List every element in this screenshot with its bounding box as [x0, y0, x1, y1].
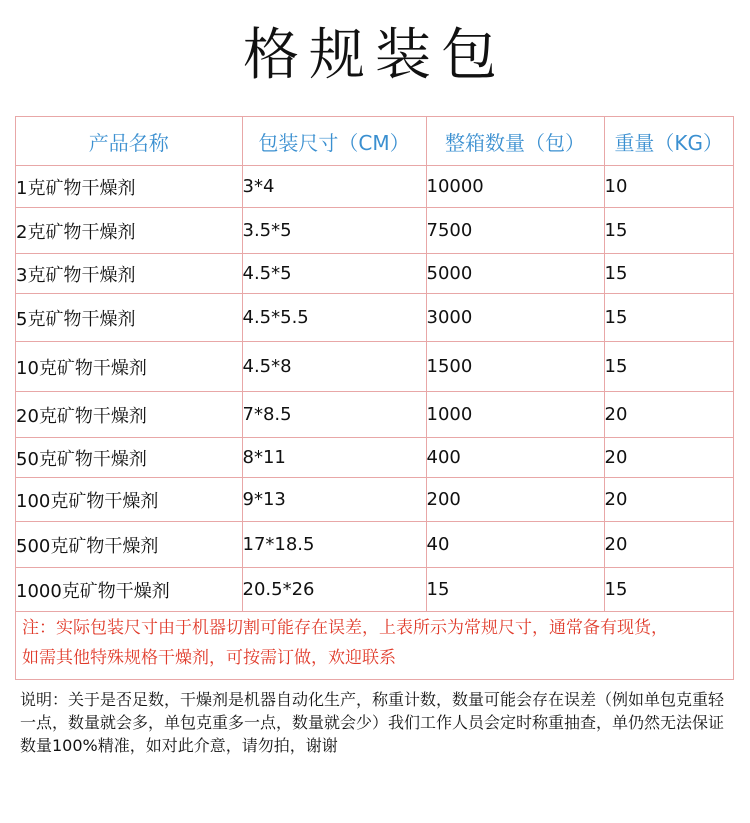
cell-carton-quantity: 10000 — [426, 166, 604, 208]
cell-carton-quantity: 3000 — [426, 294, 604, 342]
cell-weight: 20 — [604, 478, 733, 522]
table-row — [16, 342, 733, 392]
cell-carton-quantity: 1000 — [426, 392, 604, 438]
table-row — [16, 166, 733, 208]
table-row — [16, 568, 733, 612]
table-row — [16, 208, 733, 254]
cell-weight: 10 — [604, 166, 733, 208]
cell-package-size: 3.5*5 — [242, 208, 426, 254]
table-row — [16, 254, 733, 294]
cell-package-size: 8*11 — [242, 438, 426, 478]
packaging-spec-table — [16, 117, 733, 612]
size-note-line-2: 如需其他特殊规格干燥剂，可按需订做，欢迎联系 — [22, 648, 396, 668]
cell-product-name: 1000克矿物干燥剂 — [16, 568, 242, 612]
cell-product-name: 20克矿物干燥剂 — [16, 392, 242, 438]
cell-package-size: 9*13 — [242, 478, 426, 522]
size-note-line-1: 注：实际包装尺寸由于机器切割可能存在误差，上表所示为常规尺寸，通常备有现货， — [22, 618, 668, 638]
table-row — [16, 478, 733, 522]
cell-package-size: 3*4 — [242, 166, 426, 208]
quantity-explanation: 说明：关于是否足数，干燥剂是机器自动化生产，称重计数，数量可能会存在误差（例如单包克重轻一点，数量就会多，单包克重多一点，数量就会少）我们工作人员会定时称重抽查，单仍然无法保证数量100%精准，如对此介意，请勿拍，谢谢 — [20, 690, 725, 755]
cell-product-name: 5克矿物干燥剂 — [16, 294, 242, 342]
cell-product-name: 2克矿物干燥剂 — [16, 208, 242, 254]
cell-carton-quantity: 15 — [426, 568, 604, 612]
table-row — [16, 294, 733, 342]
cell-carton-quantity: 1500 — [426, 342, 604, 392]
table-row — [16, 392, 733, 438]
table-header-row — [16, 117, 733, 166]
spec-sheet — [15, 116, 734, 680]
cell-carton-quantity: 7500 — [426, 208, 604, 254]
table-row — [16, 438, 733, 478]
cell-package-size: 4.5*8 — [242, 342, 426, 392]
cell-carton-quantity: 400 — [426, 438, 604, 478]
cell-carton-quantity: 200 — [426, 478, 604, 522]
cell-weight: 20 — [604, 392, 733, 438]
cell-weight: 15 — [604, 294, 733, 342]
cell-package-size: 20.5*26 — [242, 568, 426, 612]
cell-product-name: 500克矿物干燥剂 — [16, 522, 242, 568]
page-title: 格规装包 — [243, 23, 507, 88]
header-weight: 重量（KG） — [604, 117, 733, 166]
cell-carton-quantity: 40 — [426, 522, 604, 568]
header-product-name: 产品名称 — [16, 117, 242, 166]
cell-package-size: 17*18.5 — [242, 522, 426, 568]
cell-product-name: 100克矿物干燥剂 — [16, 478, 242, 522]
header-package-size: 包装尺寸（CM） — [242, 117, 426, 166]
cell-product-name: 10克矿物干燥剂 — [16, 342, 242, 392]
cell-product-name: 50克矿物干燥剂 — [16, 438, 242, 478]
cell-weight: 15 — [604, 568, 733, 612]
cell-package-size: 7*8.5 — [242, 392, 426, 438]
size-note — [22, 613, 730, 673]
header-carton-quantity: 整箱数量（包） — [426, 117, 604, 166]
cell-weight: 15 — [604, 254, 733, 294]
cell-weight: 15 — [604, 342, 733, 392]
cell-product-name: 1克矿物干燥剂 — [16, 166, 242, 208]
cell-product-name: 3克矿物干燥剂 — [16, 254, 242, 294]
cell-weight: 20 — [604, 522, 733, 568]
cell-weight: 20 — [604, 438, 733, 478]
cell-package-size: 4.5*5 — [242, 254, 426, 294]
cell-carton-quantity: 5000 — [426, 254, 604, 294]
table-row — [16, 522, 733, 568]
cell-weight: 15 — [604, 208, 733, 254]
cell-package-size: 4.5*5.5 — [242, 294, 426, 342]
